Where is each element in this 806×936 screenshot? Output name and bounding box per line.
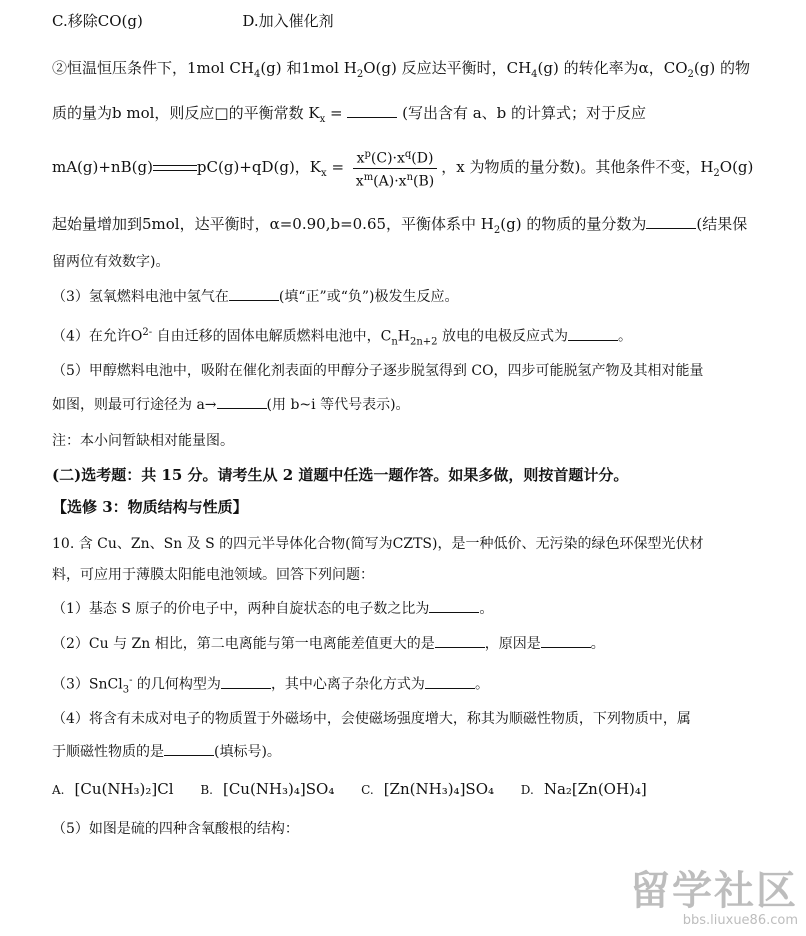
question-2-line-2: 质的量为b mol，则反应□的平衡常数 $K_x$ = (写出含有 a、b 的计算式；对于反应 xyxy=(52,104,647,125)
question-2-line-4: 起始量增加到5mol，达平衡时，α=0.90,b=0.65，平衡体系中 $H_2(g)$ 的物质的量分数为 (结果保 xyxy=(52,215,748,236)
answer-blank[interactable] xyxy=(541,633,591,648)
question-3: （3）氢氧燃料电池中氢气在 (填“正”或“负”)极发生反应。 xyxy=(52,286,766,308)
subquestion-5: （5）如图是硫的四种含氧酸根的结构： xyxy=(52,821,299,837)
choice-b[interactable]: B. [Cu(NH₃)₄]SO₄ xyxy=(200,780,335,798)
section-heading: (二)选考题：共 15 分。请考生从 2 道题中任选一题作答。如果多做，则按首题计分。 xyxy=(52,466,629,484)
answer-blank[interactable] xyxy=(164,741,214,756)
option-d: D.加入催化剂 xyxy=(242,12,334,30)
question-5-line-2: 如图，则最可行途径为 a→ (用 b~i 等代号表示)。 xyxy=(52,394,766,416)
question-2-line-5: 留两位有效数字)。 xyxy=(52,254,170,270)
answer-blank[interactable] xyxy=(425,674,475,689)
answer-blank[interactable] xyxy=(347,103,397,118)
choices-row xyxy=(52,778,766,801)
equilibrium-arrow-icon xyxy=(153,162,197,174)
subquestion-1: （1）基态 S 原子的价电子中，两种自旋状态的电子数之比为 。 xyxy=(52,598,766,620)
choice-c[interactable]: C. [Zn(NH₃)₄]SO₄ xyxy=(361,780,495,798)
answer-blank[interactable] xyxy=(568,326,618,341)
option-c: C.移除CO(g) xyxy=(52,12,143,30)
subquestion-2: （2）Cu 与 Zn 相比，第二电离能与第一电离能差值更大的是 ，原因是 。 xyxy=(52,633,766,655)
answer-blank[interactable] xyxy=(429,598,479,613)
question-2-line-1: ②恒温恒压条件下，1mol $CH_4(g)$ 和1mol $H_2O(g)$ 反应达平衡时，$CH_4(g)$ 的转化率为α，$CO_2(g)$ 的物 xyxy=(52,59,750,80)
question-10-line-1: 10. 含 Cu、Zn、Sn 及 S 的四元半导体化合物(简写为CZTS)，是一种低价、无污染的绿色环保型光伏材 xyxy=(52,536,704,552)
choice-a[interactable]: A. [Cu(NH₃)₂]Cl xyxy=(52,780,174,798)
kx-fraction: $\frac{x^p(C)\cdot x^q(D)}{x^m(A)\cdot x^n(B)}$ xyxy=(353,146,437,190)
answer-blank[interactable] xyxy=(217,394,267,409)
answer-blank[interactable] xyxy=(221,674,271,689)
choice-d[interactable]: D. Na₂[Zn(OH)₄] xyxy=(520,780,647,798)
subquestion-4-line-2: 于顺磁性物质的是 (填标号)。 xyxy=(52,741,766,763)
subquestion-4-line-1: （4）将含有未成对电子的物质置于外磁场中，会使磁场强度增大，称其为顺磁性物质，下列物质中，属 xyxy=(52,711,691,727)
answer-blank[interactable] xyxy=(646,214,696,229)
equilibrium-formula-line: mA(g)+nB(g) pC(g)+qD(g)，$K_x$ = $\frac{x^p(C)\cdot x^q(D)}{x^m(A)\cdot x^n(B)}$ ，x 为物质的量分数)。其他条件不变，$H_2O(g)$ xyxy=(52,146,766,194)
answer-blank[interactable] xyxy=(435,633,485,648)
note: 注：本小问暂缺相对能量图。 xyxy=(52,433,234,449)
question-4: （4）在允许$O^{2-}$ 自由迁移的固体电解质燃料电池中，$C_nH_{2n+2}$ 放电的电极反应式为 。 xyxy=(52,327,632,348)
watermark-url: bbs.liuxue86.com xyxy=(682,913,798,928)
elective-heading: 【选修 3：物质结构与性质】 xyxy=(52,498,248,516)
watermark-logo xyxy=(630,869,798,928)
question-5-line-1: （5）甲醇燃料电池中，吸附在催化剂表面的甲醇分子逐步脱氢得到 CO，四步可能脱氢产物及其相对能量 xyxy=(52,363,704,379)
subquestion-3: （3）SnCl$_3$- 的几何构型为 ，其中心离子杂化方式为 。 xyxy=(52,675,489,696)
answer-blank[interactable] xyxy=(229,286,279,301)
question-10-line-2: 料，可应用于薄膜太阳能电池领域。回答下列问题： xyxy=(52,567,374,583)
watermark-title: 留学社区 xyxy=(630,868,798,914)
option-c-d-line xyxy=(52,10,766,32)
